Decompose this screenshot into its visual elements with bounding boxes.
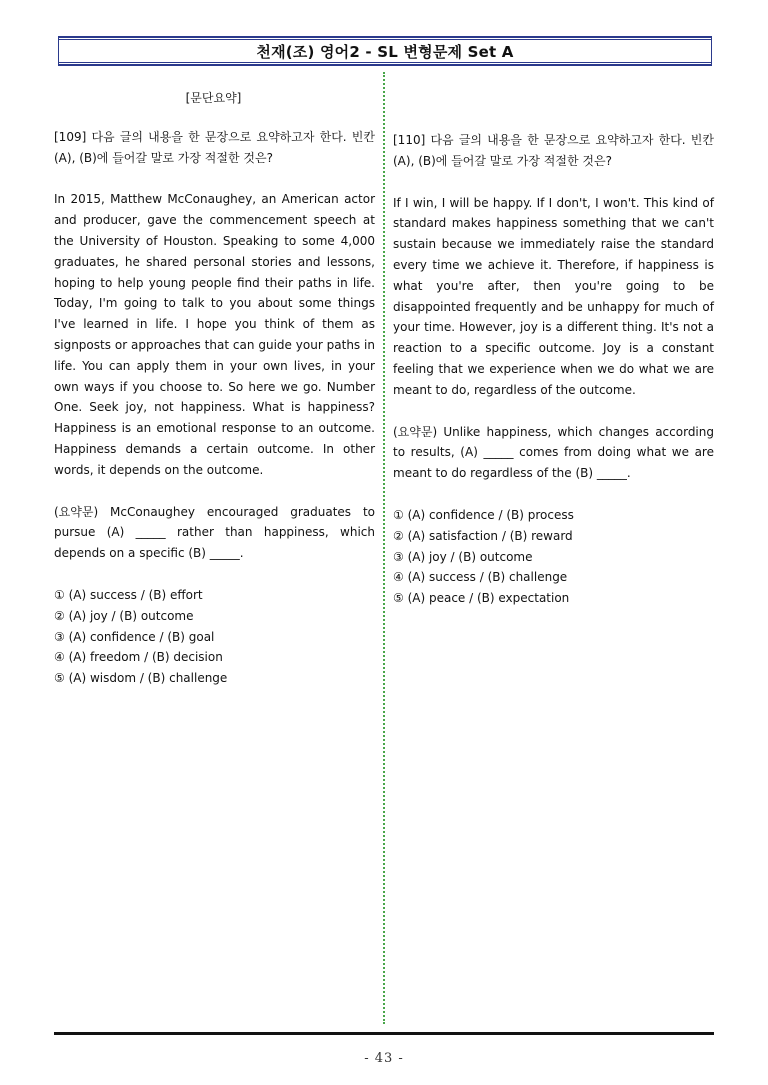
footer-rule <box>54 1032 714 1035</box>
question-109: [109] 다음 글의 내용을 한 문장으로 요약하고자 한다. 빈칸 (A), (B)에 들어갈 말로 가장 적절한 것은? <box>54 129 375 165</box>
option-109-2: ② (A) joy / (B) outcome <box>54 608 194 623</box>
options-109 <box>54 585 375 689</box>
passage-110: If I win, I will be happy. If I don't, I won't. This kind of standard makes happiness something that we can't sustain because we immediately raise the standard every time we achieve it. Therefore, if happiness is what you're after, then you're going to be disappointed frequently and be unhappy for much of your time. However, joy is a different thing. It's not a reaction to a specific outcome. Joy is a constant feeling that we experience when we do what we are meant to do, regardless of the outcome. <box>393 195 714 397</box>
header-box <box>58 36 712 66</box>
page-number: - 43 - <box>364 1051 404 1066</box>
option-109-5: ⑤ (A) wisdom / (B) challenge <box>54 671 228 686</box>
option-110-4: ④ (A) success / (B) challenge <box>393 570 568 585</box>
option-110-5: ⑤ (A) peace / (B) expectation <box>393 591 570 606</box>
section-label: [문단요약] <box>185 91 242 105</box>
summary-109: (요약문) McConaughey encouraged graduates to pursue (A) _____ rather than happiness, which depends on a specific (B) _____. <box>54 504 375 561</box>
option-109-3: ③ (A) confidence / (B) goal <box>54 629 215 644</box>
option-110-1: ① (A) confidence / (B) process <box>393 507 574 522</box>
summary-110: (요약문) Unlike happiness, which changes according to results, (A) _____ comes from doing what we are meant to do regardless of the (B) _____. <box>393 424 714 481</box>
options-110 <box>393 505 714 609</box>
option-109-4: ④ (A) freedom / (B) decision <box>54 650 223 665</box>
passage-109: In 2015, Matthew McConaughey, an American actor and producer, gave the commencement speech at the University of Houston. Speaking to some 4,000 graduates, he shared personal stories and lessons, hoping to help young people find their paths in life. Today, I'm going to talk to you about some things I've learned in life. I hope you think of them as signposts or approaches that can guide your paths in life. You can apply them in your own lives, in your own ways if you choose to. So here we go. Number One. Seek joy, not happiness. What is happiness? Happiness is an emotional response to an outcome. Happiness demands a certain outcome. In other words, it depends on the outcome. <box>54 192 375 477</box>
right-column <box>393 130 714 609</box>
page-title: 천재(조) 영어2 - SL 변형문제 Set A <box>256 42 514 61</box>
question-110: [110] 다음 글의 내용을 한 문장으로 요약하고자 한다. 빈칸 (A), (B)에 들어갈 말로 가장 적절한 것은? <box>393 133 714 168</box>
column-divider <box>383 72 385 1024</box>
option-109-1: ① (A) success / (B) effort <box>54 587 203 602</box>
option-110-2: ② (A) satisfaction / (B) reward <box>393 528 573 543</box>
left-column <box>54 88 375 689</box>
option-110-3: ③ (A) joy / (B) outcome <box>393 549 533 564</box>
